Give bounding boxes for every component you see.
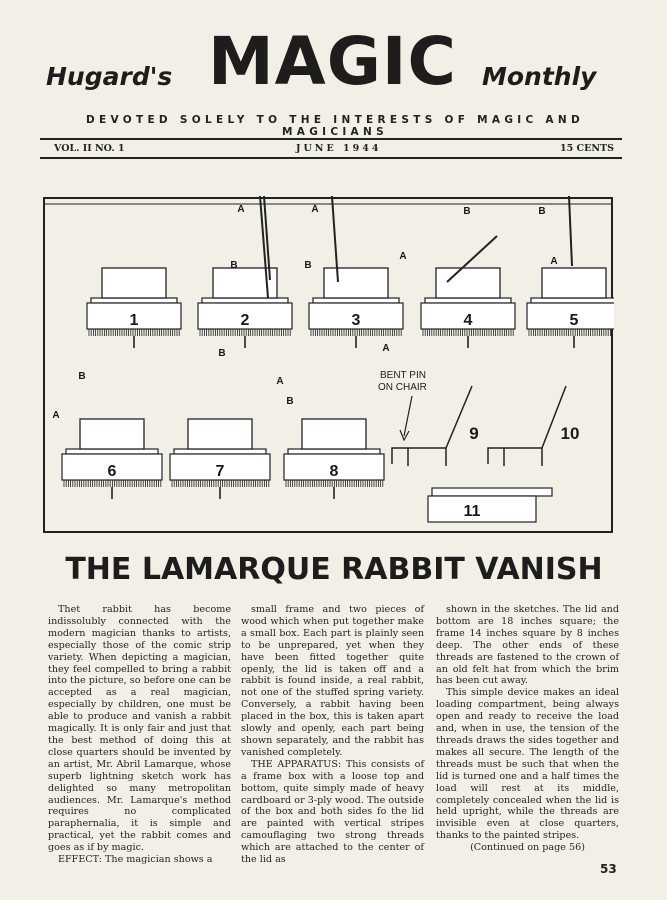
label-ab: B: [463, 206, 471, 217]
article-column-2: [241, 604, 424, 866]
chair-9: [392, 386, 472, 466]
issue-date: JUNE 1944: [296, 143, 382, 154]
panel-number: 7: [215, 463, 225, 480]
article-column-3: [436, 604, 619, 854]
panel-number: 9: [469, 424, 479, 443]
illustration-rabbit-vanish-sketches: [42, 196, 614, 538]
paragraph: EFFECT: The magician shows a: [58, 854, 213, 866]
panel-number: 4: [463, 312, 473, 329]
note-line-1: BENT PIN: [380, 370, 426, 381]
box-frame: [324, 268, 388, 298]
table-top: [174, 449, 266, 454]
panel-number: 1: [129, 312, 139, 329]
label-ab: A: [550, 256, 558, 267]
chair-10: [488, 386, 566, 466]
label-ab: B: [78, 371, 86, 382]
table-cloth: [428, 496, 536, 522]
table-top: [288, 449, 380, 454]
label-ab: A: [311, 204, 319, 215]
paragraph: THE APPARATUS: This consists of a frame box with a loose top and bottom, quite simply made of heavy cardboard or 3-ply wood. The outside of the box and both sides fo the lid are painted with vertical stripes camouflaging two strong threads which are attached to the center of the lid as: [241, 758, 424, 866]
table-fringe: [200, 329, 290, 336]
table-fringe: [423, 329, 513, 336]
paragraph: small frame and two pieces of wood which when put together make a small box. Each part is plainly seen to be unprepared, yet when they have been fitted together quite openly, the lid is taken off and a rabbit is found inside, a real rabbit, not one of the stuffed spring variety. Conversely, a rabbit having been placed in the box, this is taken apart slowly and openly, each part being shown separately, and the rabbit has vanished completely.: [241, 604, 424, 758]
label-ab: B: [304, 260, 312, 271]
label-ab: A: [399, 251, 407, 262]
panel-number: 3: [351, 312, 361, 329]
label-ab: A: [276, 376, 284, 387]
masthead: [0, 22, 667, 102]
label-ab: B: [230, 260, 238, 271]
box-frame: [188, 419, 252, 449]
table-top: [313, 298, 399, 303]
label-ab: B: [538, 206, 546, 217]
label-ab: B: [286, 396, 294, 407]
issue-volume: VOL. II NO. 1: [54, 143, 125, 154]
table-top: [66, 449, 158, 454]
rule-top: [40, 138, 622, 140]
continued-note: (Continued on page 56): [470, 842, 585, 854]
table-top: [531, 298, 614, 303]
masthead-hugards: Hugard's: [46, 62, 173, 91]
paragraph: Thet rabbit has become indissolubly connected with the modern magician thanks to artists, especially those of the comic strip variety. When depicting a magician, they feel compelled to bring a rabbit into the picture, so before one can be accepted as a real magician, especially by children, one must be able to produce and vanish a rabbit magically. It is only fair and just that the best method of doing this at close quarters should be invented by an artist, Mr. Abril Lamarque, whose superb lightning sketch work has delighted so many metropolitan audiences. Mr. Lamarque's method requires no complicated paraphernalia, it is simple and practical, yet the rabbit comes and goes as if by magic.: [48, 604, 231, 854]
box-frame: [302, 419, 366, 449]
panel-number: 10: [560, 424, 580, 443]
table-top: [425, 298, 511, 303]
paragraph: shown in the sketches. The lid and bottom are 18 inches square; the frame 14 inches square by 8 inches deep. The other ends of these threads are fastened to the crown of an old felt hat from which the brim has been cut away.: [436, 604, 619, 687]
table-fringe: [64, 480, 161, 487]
article-title: THE LAMARQUE RABBIT VANISH: [65, 552, 603, 587]
panel-number: 6: [107, 463, 117, 480]
table-fringe: [311, 329, 401, 336]
table-top: [202, 298, 288, 303]
box-frame: [542, 268, 606, 298]
rule-bottom: [40, 157, 622, 159]
table-fringe: [529, 329, 614, 336]
box-frame: [80, 419, 144, 449]
illustration-scenes: [52, 196, 614, 522]
label-ab: B: [218, 348, 226, 359]
lid-stick: [569, 196, 572, 266]
table-fringe: [286, 480, 383, 487]
masthead-magic: MAGIC: [208, 23, 457, 100]
panel-number: 2: [240, 312, 250, 329]
table-fringe: [89, 329, 179, 336]
note-line-2: ON CHAIR: [378, 382, 427, 393]
issue-price: 15 CENTS: [560, 143, 614, 154]
panel-number: 8: [329, 463, 339, 480]
box-frame: [436, 268, 500, 298]
label-ab: A: [382, 343, 390, 354]
table-top: [432, 488, 552, 496]
panel-number: 5: [569, 312, 579, 329]
label-ab: A: [237, 204, 245, 215]
article-column-1: [48, 604, 231, 866]
masthead-monthly: Monthly: [482, 62, 597, 91]
tagline: DEVOTED SOLELY TO THE INTERESTS OF MAGIC AND MAGICIANS: [86, 114, 584, 138]
table-fringe: [172, 480, 269, 487]
paragraph: This simple device makes an ideal loading compartment, being always open and ready to receive the load and, when in use, the tension of the threads draws the sides together and makes all secure. The length of the threads must be such that when the lid is turned one and a half times the load will rest at its middle, completely concealed when the lid is held upright, while the threads are invisible even at close quarters, thanks to the painted stripes.: [436, 687, 619, 842]
label-ab: A: [52, 410, 60, 421]
panel-number: 11: [463, 503, 481, 520]
table-top: [91, 298, 177, 303]
box-frame: [102, 268, 166, 298]
page-number: 53: [600, 862, 617, 876]
